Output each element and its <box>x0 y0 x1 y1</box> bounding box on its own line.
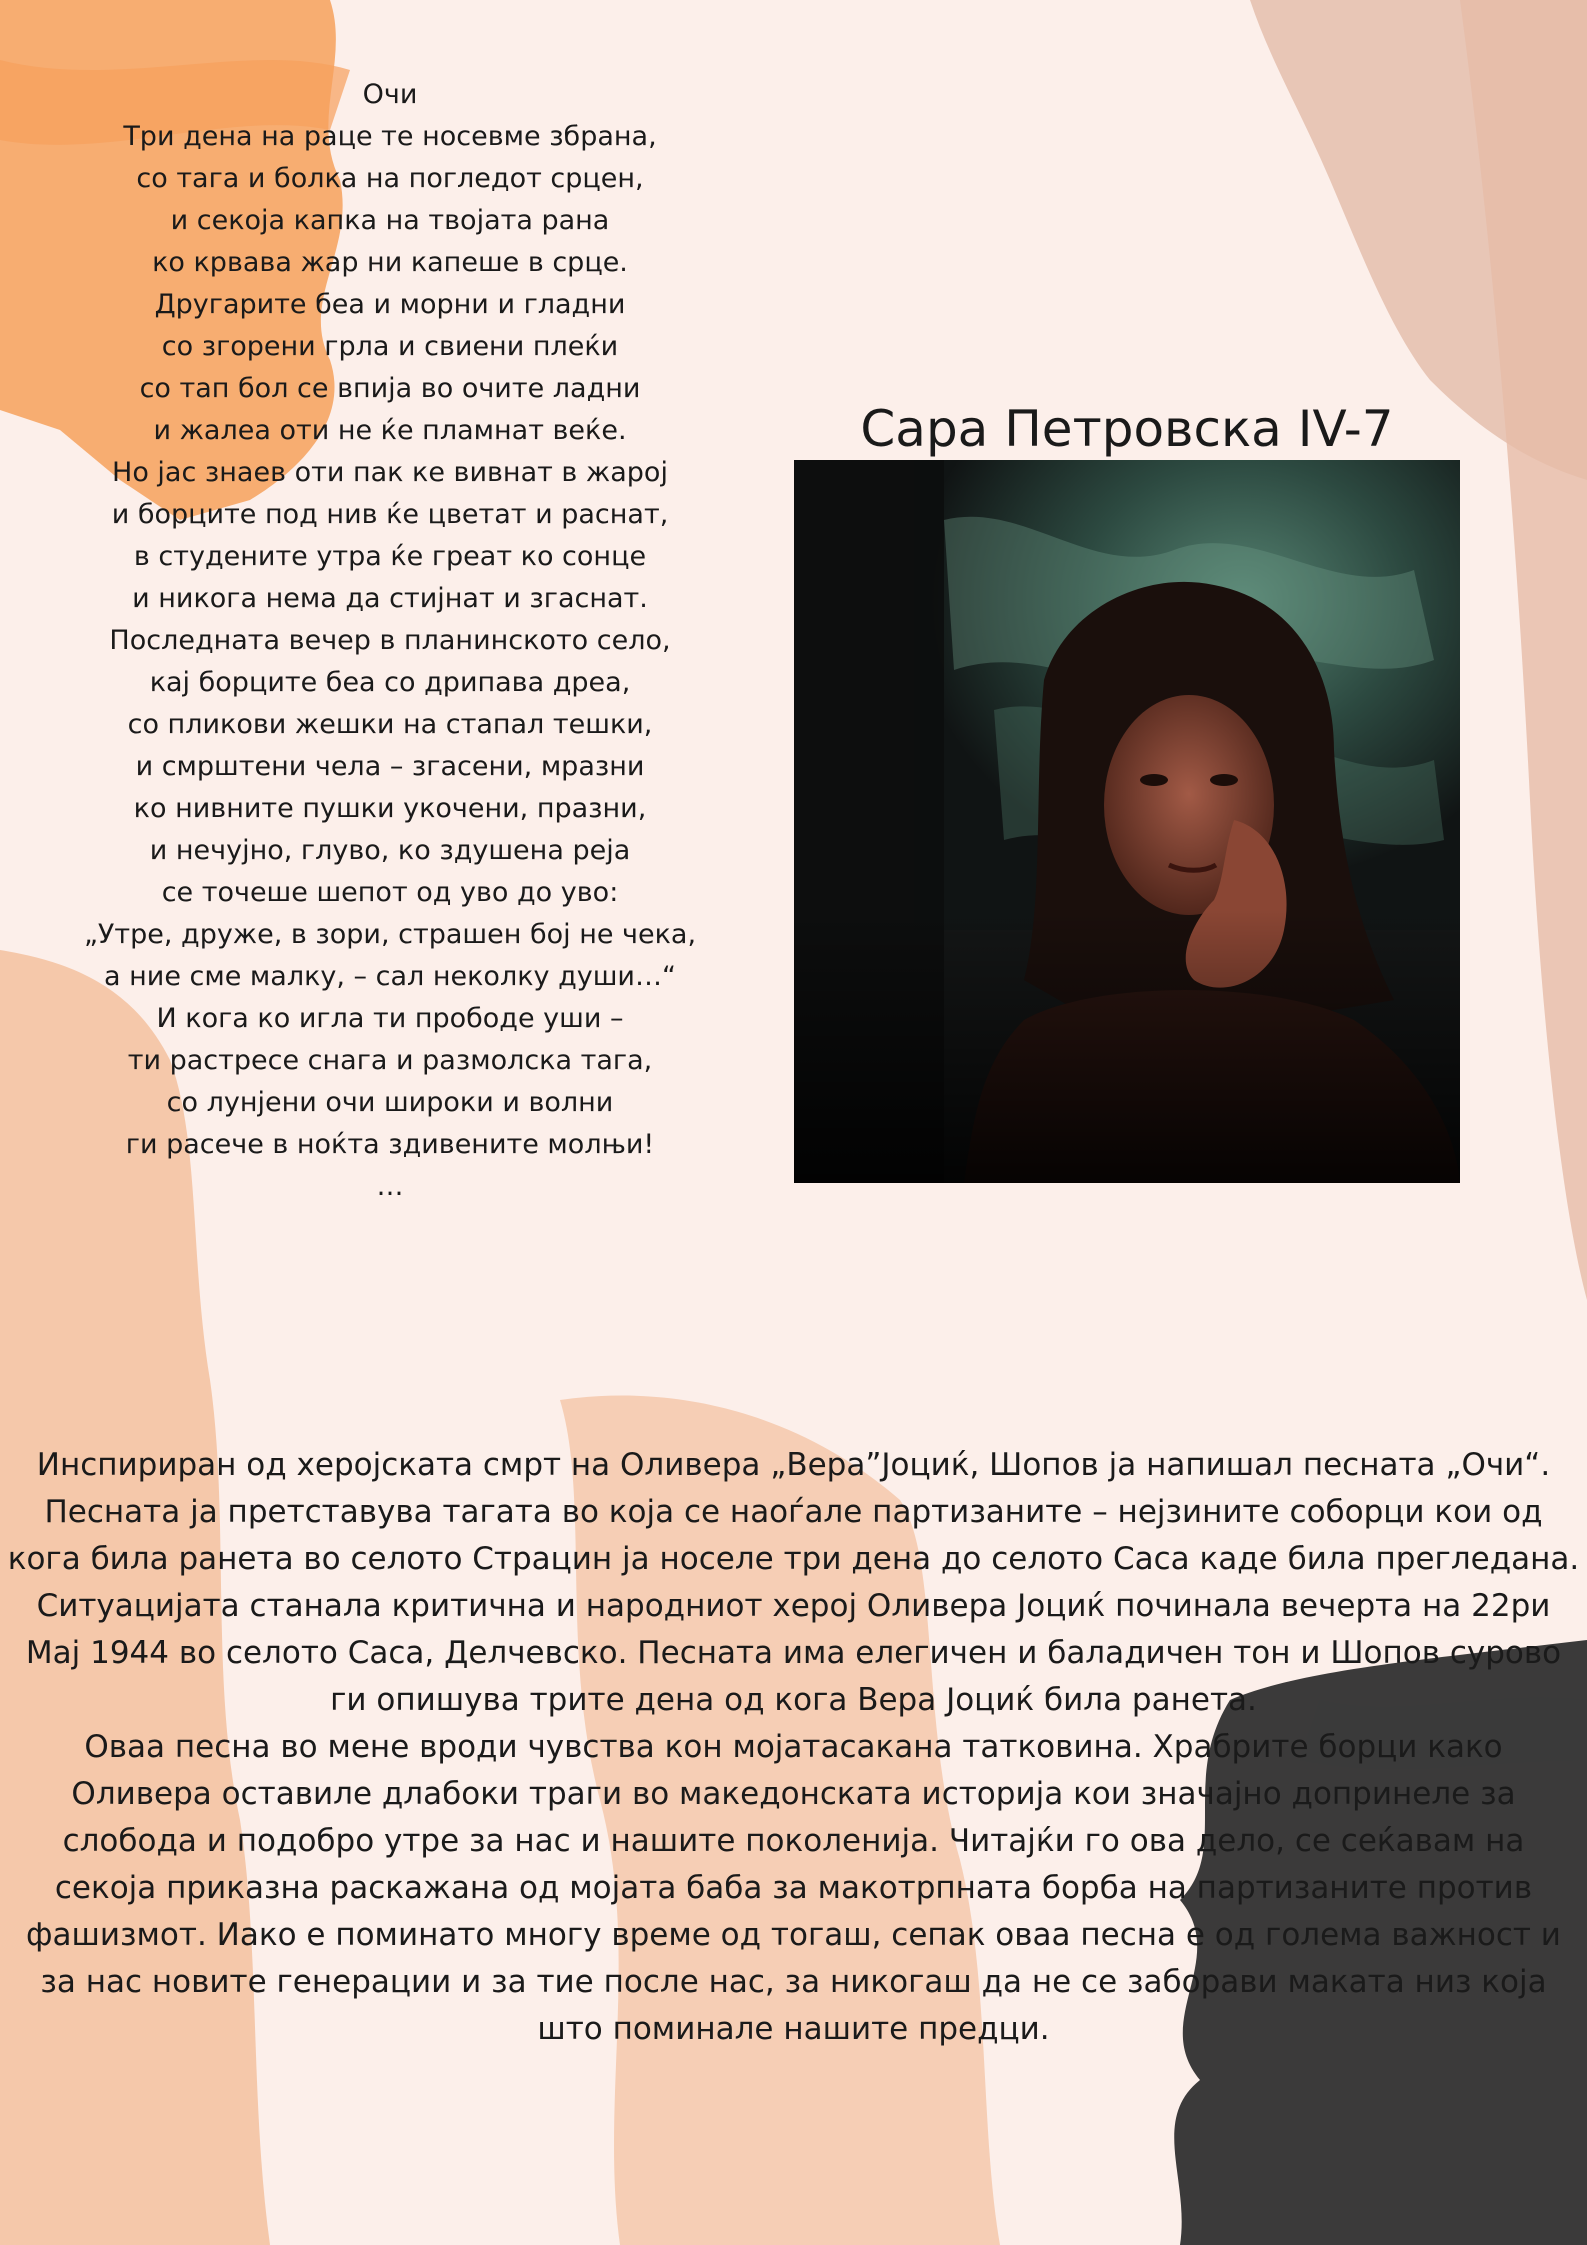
author-name: Сара Петровска IV-7 <box>860 400 1394 458</box>
poem-line: Но јас знаев оти пак ке вивнат в жарој <box>112 457 668 488</box>
poem-ellipsis: … <box>376 1171 404 1202</box>
poem-line: ко крвава жар ни капеше в срце. <box>152 247 628 278</box>
essay-line: за нас новите генерации и за тие после нас, за никогаш да не се заборави маката низ која <box>40 1964 1547 2000</box>
poem <box>40 74 740 1208</box>
essay-line: што поминале нашите предци. <box>537 2011 1050 2047</box>
essay-line: Оливера оставиле длабоки траги во македонската историја кои значајно допринеле за <box>71 1776 1516 1812</box>
poem-line: ти растресе снага и размолска тага, <box>127 1045 653 1076</box>
essay-line: Оваа песна во мене вроди чувства кон мојатасакана татковина. Храбрите борци како <box>84 1729 1503 1765</box>
poem-line: а ние сме малку, – сал неколку души…“ <box>104 961 676 992</box>
photo-illustration <box>794 460 1460 1183</box>
poem-title: Очи <box>362 79 418 110</box>
essay-line: секоја приказна раскажана од мојата баба за макотрпната борба на партизаните против <box>54 1870 1533 1906</box>
poem-line: „Утре, друже, в зори, страшен бој не чека, <box>83 919 697 950</box>
poem-line: и смрштени чела – згасени, мразни <box>135 751 645 782</box>
poem-line: и нечујно, глуво, ко здушена реја <box>149 835 631 866</box>
poem-line: Последната вечер в планинското село, <box>109 625 671 656</box>
poem-line: и борците под нив ќе цветат и раснат, <box>111 499 669 530</box>
poem-line: со тап бол се впија во очите ладни <box>139 373 641 404</box>
poem-line: И кога ко игла ти прободе уши – <box>156 1003 624 1034</box>
essay-line: Инспириран од херојската смрт на Оливера „Вера”Јоциќ, Шопов ја напишал песната „Очи“. <box>36 1447 1551 1483</box>
poem-line: в студените утра ќе греат ко сонце <box>133 541 647 572</box>
author-photo <box>794 460 1460 1183</box>
poem-line: со пликови жешки на стапал тешки, <box>127 709 653 740</box>
poem-line: ги расече в ноќта здивените молњи! <box>125 1129 655 1160</box>
essay <box>0 1442 1587 2053</box>
poem-line: и секоја капка на твојата рана <box>170 205 610 236</box>
poem-line: со тага и болка на погледот срцен, <box>136 163 644 194</box>
poem-line: кај борците беа со дрипава дреа, <box>149 667 631 698</box>
essay-line: фашизмот. Иако е поминато многу време од тогаш, сепак оваа песна е од голема важност и <box>26 1917 1561 1953</box>
poem-line: се точеше шепот од уво до уво: <box>161 877 619 908</box>
poem-line: Три дена на раце те носевме збрана, <box>123 121 657 152</box>
essay-line: ги опишува трите дена од кога Вера Јоциќ била ранета. <box>330 1682 1257 1718</box>
poem-line: со лунјени очи широки и волни <box>166 1087 614 1118</box>
essay-line: слобода и подобро утре за нас и нашите поколенија. Читајќи го ова дело, се сеќавам на <box>62 1823 1525 1859</box>
poem-line: ко нивните пушки укочени, празни, <box>133 793 647 824</box>
essay-line: Ситуацијата станала критична и народниот херој Оливера Јоциќ починала вечерта на 22ри <box>36 1588 1551 1624</box>
essay-line: Песната ја претставува тагата во која се наоѓале партизаните – нејзините соборци кои од <box>44 1494 1543 1530</box>
poem-line: и никога нема да стијнат и згаснат. <box>132 583 648 614</box>
essay-line: кога била ранета во селото Страцин ја носеле три дена до селото Саса каде била прегледана. <box>7 1541 1580 1577</box>
poem-line: со згорени грла и свиени плеќи <box>161 331 619 362</box>
poem-line: и жалеа оти не ќе пламнат веќе. <box>153 415 627 446</box>
poem-line: Другарите беа и морни и гладни <box>154 289 626 320</box>
essay-line: Мај 1944 во селото Саса, Делчевско. Песната има елегичен и баладичен тон и Шопов сурово <box>25 1635 1562 1671</box>
